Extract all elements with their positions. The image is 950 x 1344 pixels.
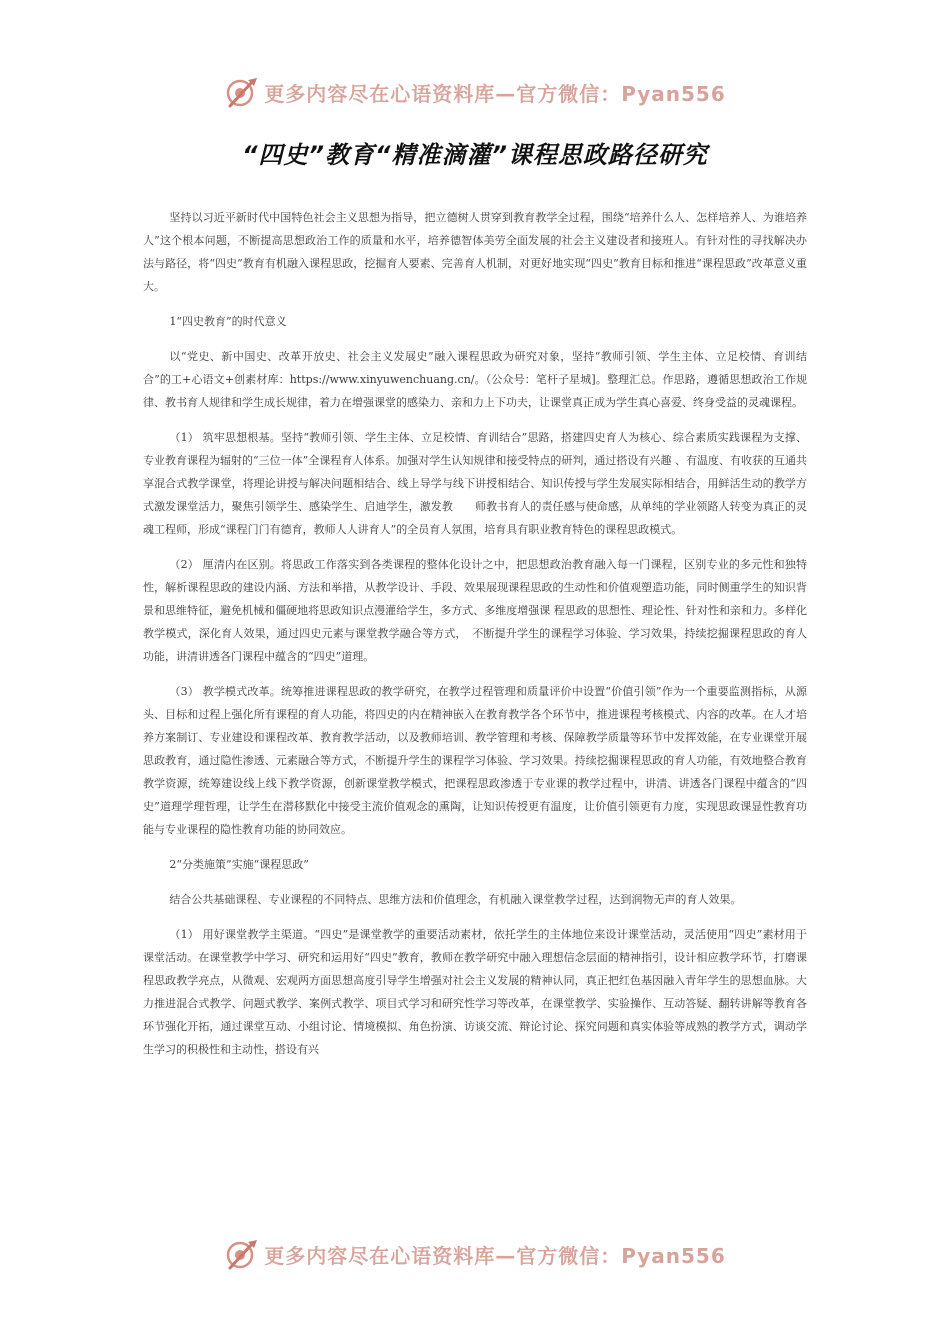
paragraph: （3） 教学模式改革。统筹推进课程思政的教学研究，在教学过程管理和质量评价中设置“价值引领”作为一个重要监测指标，从源头、目标和过程上强化所有课程的育人功能，将四史的内在精神嵌入在教育教学各个环节中，推进课程考核模式、内容的改革。在人才培养方案制订、专业建设和课程改革、教育教学活动，以及教师培训、教学管理和考核、保障教学质量等环节中发挥效能，在专业课堂开展思政教育，通过隐性渗透、元素融合等方式，不断提升学生的课程学习体验、学习效果。持续挖掘课程思政的育人功能，有效地整合教育教学资源，统筹建设线上线下教学资源，创新课堂教学模式，把课程思政渗透于专业课的教学过程中，讲清、讲透各门课程中蕴含的“四史”道理学理哲理，让学生在潜移默化中接受主流价值观念的熏陶，让知识传授更有温度，让价值引领更有力度，实现思政课显性教育功能与专业课程的隐性教育功能的协同效应。 (143, 685, 807, 836)
paragraph: （1） 用好课堂教学主渠道。“四史”是课堂教学的重要活动素材，依托学生的主体地位来设计课堂活动，灵活使用“四史”素材用于课堂活动。在课堂教学中学习、研究和运用好“四史”教育，教师在教学研究中融入理想信念层面的精神指引，设计相应教学环节，打磨课程思政教学亮点，从微观、宏观两方面思想高度引导学生增强对社会主义发展的精神认同，真正把红色基因融入青年学生的思想血脉。大力推进混合式教学、问题式教学、案例式教学、项目式学习和研究性学习等改革，在课堂教学、实验操作、互动答疑、翻转讲解等教育各环节强化开拓，通过课堂互动、小组讨论、情境模拟、角色扮演、访谈交流、辩论讨论、探究问题和真实体验等成熟的教学方式，调动学生学习的积极性和主动性，搭设有兴 (143, 928, 807, 1056)
section-heading-2: 2“分类施策”实施“课程思政” (169, 858, 309, 871)
paragraph: （2） 厘清内在区别。将思政工作落实到各类课程的整体化设计之中，把思想政治教育融入每一门课程，区别专业的多元性和独特性，解析课程思政的建设内涵、方法和举措，从教学设计、手段、效果展现课程思政的生动性和价值观塑造功能，同时侧重学生的知识背景和思维特征，避免机械和僵硬地将思政知识点漫灌给学生，多方式、多维度增强课 程思政的思想性、理论性、针对性和亲和力。多样化教学模式，深化育人效果，通过四史元素与课堂教学融合等方式， 不断提升学生的课程学习体验、学习效果，持续挖掘课程思政的育人功能，讲清讲透各门课程中蕴含的“四史”道理。 (143, 558, 807, 663)
intro-paragraph: 坚持以习近平新时代中国特色社会主义思想为指导，把立德树人贯穿到教育教学全过程，围绕“培养什么人、怎样培养人、为谁培养人”这个根本问题，不断提高思想政治工作的质量和水平，培养德智体美劳全面发展的社会主义建设者和接班人。有针对性的寻找解决办法与路径，将“四史”教育有机融入课程思政，挖掘育人要素、完善育人机制，对更好地实现“四史”教育目标和推进“课程思政”改革意义重大。 (143, 211, 807, 293)
paragraph: （1） 筑牢思想根基。坚持“教师引领、学生主体、立足校情、育训结合”思路，搭建四史育人为核心、综合素质实践课程为支撑、专业教育课程为辐射的“三位一体”全课程育人体系。加强对学生认知规律和接受特点的研判，通过搭设有兴趣 、有温度、有收获的互通共享混合式教学课堂，将理论讲授与解决问题相结合、线上导学与线下讲授相结合、知识传授与学生发展实际相结合，用鲜活生动的教学方式激发课堂活力，聚焦引领学生、感染学生、启迪学生，激发教 师教书育人的责任感与使命感，从单纯的学业领路人转变为真正的灵魂工程师，形成“课程门门有德育，教师人人讲育人”的全员育人氛围，培育具有职业教育特色的课程思政模式。 (143, 431, 807, 536)
brand-logo-icon (224, 74, 260, 110)
paragraph: 结合公共基础课程、专业课程的不同特点、思维方法和价值理念，有机融入课堂教学过程，达到润物无声的育人效果。 (169, 893, 742, 906)
brand-logo-icon (224, 1236, 260, 1272)
document-title: “四史”教育“精准滴灌”课程思政路径研究 (242, 141, 708, 169)
banner-text: 更多内容尽在心语资料库—官方微信：Pyan556 (264, 81, 726, 106)
paragraph: 以“党史、新中国史、改革开放史、社会主义发展史”融入课程思政为研究对象，坚持“教师引领、学生主体、立足校情、育训结合”的工+心语文+创素材库：https://www.xinyuwenchuang.cn/。（公众号：笔杆子星城]。整理汇总。作思路，遵循思想政治工作规律、教书育人规律和学生成长规律，着力在增强课堂的感染力、亲和力上下功夫，让课堂真正成为学生真心喜爱、终身受益的灵魂课程。 (143, 350, 807, 409)
document-body (143, 206, 807, 1073)
header-watermark-banner (0, 72, 950, 112)
section-heading-1: 1“四史教育”的时代意义 (169, 315, 287, 328)
banner-text: 更多内容尽在心语资料库—官方微信：Pyan556 (264, 1243, 726, 1268)
footer-watermark-banner (0, 1234, 950, 1274)
